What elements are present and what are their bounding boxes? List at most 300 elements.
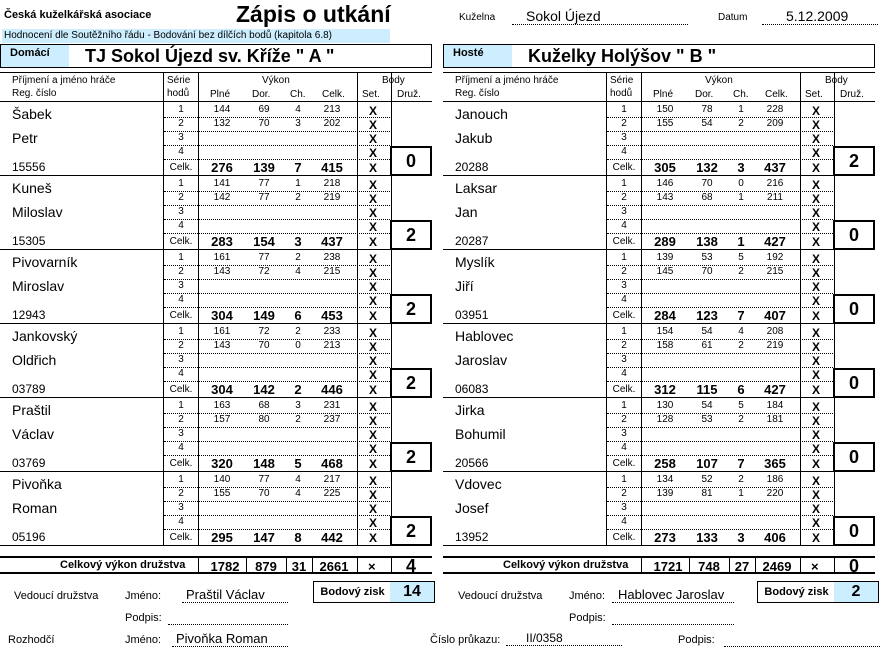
column-divider [800, 73, 801, 101]
series-number: 2 [621, 266, 627, 277]
player-total-row [164, 530, 392, 546]
column-divider [357, 558, 358, 572]
set-mark: X [811, 442, 820, 456]
col-dor: Dor. [695, 89, 714, 100]
home-gain-label: Bodový zisk [314, 582, 392, 602]
player-total-row [607, 160, 835, 176]
total-value: 202 [323, 118, 341, 129]
player-reg-number: 03789 [12, 382, 46, 396]
team-name-bar [443, 44, 875, 68]
series-row [607, 502, 835, 516]
clear-value: 54 [701, 118, 713, 129]
miss-value: 2 [295, 192, 301, 203]
player-reg-number: 06083 [455, 382, 489, 396]
series-number: 2 [178, 488, 184, 499]
series-number: Celk. [612, 458, 636, 469]
guest-gain-label: Bodový zisk [758, 582, 836, 602]
player-total-row [164, 234, 392, 250]
clear-value: 68 [258, 400, 270, 411]
miss-value: 0 [295, 340, 301, 351]
column-divider [312, 558, 313, 572]
miss-value: 2 [294, 382, 302, 397]
player-points: 0 [833, 220, 875, 250]
referee-label: Rozhodčí [8, 634, 55, 646]
series-number: 1 [621, 474, 627, 485]
player-total-row [164, 308, 392, 324]
full-value: 273 [654, 530, 676, 545]
player-reg-number: 05196 [12, 530, 46, 544]
series-rows [164, 252, 392, 324]
home-gain-value: 14 [390, 582, 434, 602]
col-series2: hodů [167, 88, 190, 99]
column-divider [641, 558, 642, 572]
player-total-row [607, 234, 835, 250]
full-value: 320 [211, 456, 233, 471]
set-mark: X [368, 414, 377, 428]
series-row [607, 104, 835, 118]
team-name: Kuželky Holýšov " B " [528, 46, 717, 66]
venue-value: Sokol Újezd [512, 8, 688, 25]
player-firstname: Miloslav [12, 204, 63, 220]
series-number: 3 [621, 354, 627, 365]
player-points: 2 [833, 146, 875, 176]
clear-value: 80 [258, 414, 270, 425]
player-surname: Vdovec [455, 476, 502, 492]
column-divider [391, 558, 392, 572]
col-celk: Celk. [322, 89, 345, 100]
series-row [164, 178, 392, 192]
player-surname: Jirka [455, 402, 485, 418]
team-total-miss: 27 [734, 559, 750, 574]
miss-value: 2 [738, 474, 744, 485]
series-row [607, 266, 835, 280]
set-mark: X [811, 340, 820, 354]
clear-value: 142 [253, 382, 275, 397]
full-value: 163 [213, 400, 231, 411]
series-row [164, 502, 392, 516]
miss-value: 2 [738, 266, 744, 277]
set-mark: X [368, 235, 377, 249]
team-side-label: Domácí [1, 45, 69, 67]
series-number: Celk. [612, 236, 636, 247]
series-number: 1 [178, 178, 184, 189]
series-number: Celk. [612, 310, 636, 321]
player-block [0, 176, 432, 250]
miss-value: 6 [737, 382, 745, 397]
col-plne: Plné [653, 89, 674, 100]
player-total-row [607, 530, 835, 546]
col-ch: Ch. [733, 89, 749, 100]
team-total-label: Celkový výkon družstva [60, 559, 186, 571]
full-value: 134 [656, 474, 674, 485]
team-total-full: 1782 [210, 559, 240, 574]
column-divider [198, 558, 199, 572]
player-list [443, 102, 875, 546]
series-row [164, 488, 392, 502]
home-team-section [0, 44, 442, 576]
col-vykon: Výkon [262, 75, 290, 86]
player-block [0, 324, 432, 398]
set-mark: X [811, 368, 820, 382]
series-number: 1 [621, 252, 627, 263]
clear-value: 77 [258, 474, 270, 485]
total-value: 209 [766, 118, 784, 129]
player-points: 0 [833, 442, 875, 472]
series-row [607, 118, 835, 132]
full-value: 158 [656, 340, 674, 351]
set-mark: X [368, 118, 377, 132]
miss-value: 1 [738, 488, 744, 499]
player-block [0, 472, 432, 546]
player-surname: Jankovský [12, 328, 78, 344]
total-value: 427 [764, 234, 786, 249]
series-number: 2 [178, 266, 184, 277]
miss-value: 7 [737, 308, 745, 323]
series-number: Celk. [612, 384, 636, 395]
clear-value: 68 [701, 192, 713, 203]
team-total-clear: 748 [698, 559, 720, 574]
player-surname: Kuneš [12, 180, 52, 196]
full-value: 154 [656, 326, 674, 337]
total-value: 225 [323, 488, 341, 499]
team-total-set: × [368, 559, 376, 574]
series-number: 2 [621, 488, 627, 499]
full-value: 161 [213, 252, 231, 263]
set-mark: X [811, 146, 820, 160]
set-mark: X [811, 178, 820, 192]
series-number: 4 [178, 368, 184, 379]
series-number: 3 [621, 280, 627, 291]
series-number: Celk. [169, 458, 193, 469]
total-value: 216 [766, 178, 784, 189]
full-value: 142 [213, 192, 231, 203]
clear-value: 69 [258, 104, 270, 115]
miss-value: 2 [295, 326, 301, 337]
guest-leader-name: Hablovec Jaroslav [612, 587, 734, 603]
player-firstname: Jaroslav [455, 352, 508, 368]
column-divider [286, 558, 287, 572]
full-value: 304 [211, 308, 233, 323]
referee-sign-line [724, 646, 880, 647]
set-mark: X [811, 400, 820, 414]
clear-value: 77 [258, 192, 270, 203]
series-row [164, 252, 392, 266]
series-row [607, 516, 835, 530]
series-number: 4 [178, 516, 184, 527]
player-total-row [164, 456, 392, 472]
clear-value: 123 [696, 308, 718, 323]
series-row [164, 516, 392, 530]
full-value: 258 [654, 456, 676, 471]
miss-value: 0 [738, 178, 744, 189]
col-plne: Plné [210, 89, 231, 100]
clear-value: 70 [258, 118, 270, 129]
player-surname: Myslík [455, 254, 495, 270]
total-value: 442 [321, 530, 343, 545]
set-mark: X [368, 428, 377, 442]
column-divider [755, 558, 756, 572]
miss-value: 3 [737, 530, 745, 545]
series-row [164, 118, 392, 132]
player-block [443, 176, 875, 250]
column-divider [834, 73, 835, 101]
home-sign-label: Podpis: [125, 612, 162, 624]
set-mark: X [811, 252, 820, 266]
total-value: 237 [323, 414, 341, 425]
player-total-row [164, 160, 392, 176]
miss-value: 7 [294, 160, 302, 175]
set-mark: X [811, 326, 820, 340]
series-number: 2 [621, 118, 627, 129]
miss-value: 7 [737, 456, 745, 471]
col-reg: Reg. číslo [12, 88, 57, 99]
set-mark: X [368, 178, 377, 192]
total-value: 184 [766, 400, 784, 411]
miss-value: 1 [737, 234, 745, 249]
col-reg: Reg. číslo [455, 88, 500, 99]
player-points: 2 [390, 516, 432, 546]
clear-value: 154 [253, 234, 275, 249]
player-surname: Hablovec [455, 328, 514, 344]
total-value: 238 [323, 252, 341, 263]
series-number: Celk. [612, 162, 636, 173]
total-value: 213 [323, 104, 341, 115]
col-name: Příjmení a jméno hráče [12, 75, 116, 86]
col-vykon: Výkon [705, 75, 733, 86]
series-number: 4 [621, 368, 627, 379]
series-rows [164, 400, 392, 472]
team-name: TJ Sokol Újezd sv. Kříže " A " [85, 46, 335, 66]
column-divider [198, 73, 199, 101]
player-block [0, 398, 432, 472]
full-value: 283 [211, 234, 233, 249]
guest-sign-line [612, 624, 734, 625]
series-row [164, 368, 392, 382]
series-rows [607, 400, 835, 472]
set-mark: X [811, 383, 820, 397]
set-mark: X [368, 192, 377, 206]
series-row [164, 400, 392, 414]
set-mark: X [811, 309, 820, 323]
clear-value: 70 [258, 488, 270, 499]
col-ch: Ch. [290, 89, 306, 100]
series-row [607, 220, 835, 234]
clear-value: 115 [696, 382, 718, 397]
clear-value: 81 [701, 488, 713, 499]
referee-sign-label: Podpis: [678, 634, 715, 646]
set-mark: X [368, 502, 377, 516]
series-row [164, 280, 392, 294]
player-reg-number: 15556 [12, 160, 46, 174]
page-title: Zápis o utkání [236, 1, 391, 27]
miss-value: 5 [294, 456, 302, 471]
miss-value: 5 [738, 252, 744, 263]
set-mark: X [811, 488, 820, 502]
player-block [443, 398, 875, 472]
column-divider [163, 73, 164, 101]
miss-value: 4 [295, 104, 301, 115]
miss-value: 6 [294, 308, 302, 323]
home-leader-label: Vedoucí družstva [14, 590, 99, 602]
series-rows [164, 474, 392, 546]
series-number: Celk. [169, 384, 193, 395]
player-surname: Praštil [12, 402, 51, 418]
col-name: Příjmení a jméno hráče [455, 75, 559, 86]
clear-value: 72 [258, 266, 270, 277]
series-row [607, 294, 835, 308]
series-row [607, 178, 835, 192]
series-number: 4 [178, 220, 184, 231]
col-dor: Dor. [252, 89, 271, 100]
series-row [164, 220, 392, 234]
date-value: 5.12.2009 [762, 8, 878, 25]
series-number: 3 [178, 354, 184, 365]
series-number: 4 [178, 294, 184, 305]
column-header [443, 72, 875, 102]
series-row [164, 428, 392, 442]
series-number: 4 [621, 220, 627, 231]
series-row [164, 442, 392, 456]
series-number: Celk. [612, 532, 636, 543]
clear-value: 148 [253, 456, 275, 471]
series-number: 1 [178, 474, 184, 485]
set-mark: X [811, 266, 820, 280]
full-value: 140 [213, 474, 231, 485]
player-reg-number: 12943 [12, 308, 46, 322]
full-value: 143 [213, 340, 231, 351]
clear-value: 78 [701, 104, 713, 115]
series-number: 2 [178, 340, 184, 351]
series-row [164, 104, 392, 118]
column-divider [641, 73, 642, 101]
player-firstname: Roman [12, 500, 58, 516]
set-mark: X [811, 206, 820, 220]
series-row [607, 252, 835, 266]
series-number: 2 [178, 414, 184, 425]
col-set: Set. [805, 89, 823, 100]
player-points: 2 [390, 368, 432, 398]
full-value: 305 [654, 160, 676, 175]
total-value: 181 [766, 414, 784, 425]
player-reg-number: 03769 [12, 456, 46, 470]
home-gain-box [313, 581, 435, 603]
total-value: 446 [321, 382, 343, 397]
miss-value: 3 [737, 160, 745, 175]
set-mark: X [368, 474, 377, 488]
player-block [443, 472, 875, 546]
series-number: 1 [621, 400, 627, 411]
set-mark: X [368, 340, 377, 354]
miss-value: 2 [295, 252, 301, 263]
series-row [607, 442, 835, 456]
player-reg-number: 20288 [455, 160, 489, 174]
player-surname: Janouch [455, 106, 508, 122]
team-total-points: 4 [406, 556, 417, 576]
player-points: 2 [390, 220, 432, 250]
set-mark: X [368, 457, 377, 471]
player-list [0, 102, 432, 546]
series-row [607, 488, 835, 502]
clear-value: 149 [253, 308, 275, 323]
set-mark: X [368, 309, 377, 323]
series-rows [164, 326, 392, 398]
full-value: 155 [213, 488, 231, 499]
series-number: Celk. [169, 236, 193, 247]
player-total-row [607, 308, 835, 324]
set-mark: X [811, 118, 820, 132]
miss-value: 4 [295, 474, 301, 485]
set-mark: X [368, 488, 377, 502]
miss-value: 2 [738, 340, 744, 351]
full-value: 312 [654, 382, 676, 397]
player-block [443, 102, 875, 176]
player-points: 0 [833, 294, 875, 324]
player-points: 2 [390, 442, 432, 472]
total-value: 228 [766, 104, 784, 115]
series-rows [164, 104, 392, 176]
series-number: 3 [621, 502, 627, 513]
series-row [607, 474, 835, 488]
series-number: 3 [621, 428, 627, 439]
miss-value: 1 [738, 192, 744, 203]
player-block [0, 250, 432, 324]
clear-value: 138 [696, 234, 718, 249]
full-value: 139 [656, 488, 674, 499]
home-leader-name: Praštil Václav [182, 587, 288, 603]
series-number: 2 [621, 340, 627, 351]
total-value: 218 [323, 178, 341, 189]
total-value: 217 [323, 474, 341, 485]
set-mark: X [811, 474, 820, 488]
series-number: 3 [621, 206, 627, 217]
series-row [607, 428, 835, 442]
team-total-total: 2469 [762, 559, 792, 574]
miss-value: 3 [295, 400, 301, 411]
set-mark: X [368, 383, 377, 397]
miss-value: 4 [295, 266, 301, 277]
full-value: 304 [211, 382, 233, 397]
series-number: 1 [621, 104, 627, 115]
series-row [164, 340, 392, 354]
series-number: 3 [178, 132, 184, 143]
total-value: 437 [764, 160, 786, 175]
total-value: 233 [323, 326, 341, 337]
series-number: 1 [178, 104, 184, 115]
team-total-points: 0 [849, 556, 860, 576]
series-row [607, 414, 835, 428]
player-total-row [607, 456, 835, 472]
player-surname: Pivovarník [12, 254, 78, 270]
player-reg-number: 13952 [455, 530, 489, 544]
series-number: Celk. [169, 162, 193, 173]
set-mark: X [811, 354, 820, 368]
player-firstname: Jiří [455, 278, 474, 294]
full-value: 139 [656, 252, 674, 263]
player-surname: Pivoňka [12, 476, 62, 492]
set-mark: X [811, 294, 820, 308]
series-number: 1 [621, 326, 627, 337]
clear-value: 107 [696, 456, 718, 471]
column-divider [606, 73, 607, 101]
full-value: 295 [211, 530, 233, 545]
total-value: 219 [766, 340, 784, 351]
column-divider [357, 73, 358, 101]
series-row [164, 354, 392, 368]
series-number: 4 [621, 516, 627, 527]
series-rows [607, 178, 835, 250]
series-number: 3 [178, 428, 184, 439]
player-points: 2 [390, 294, 432, 324]
